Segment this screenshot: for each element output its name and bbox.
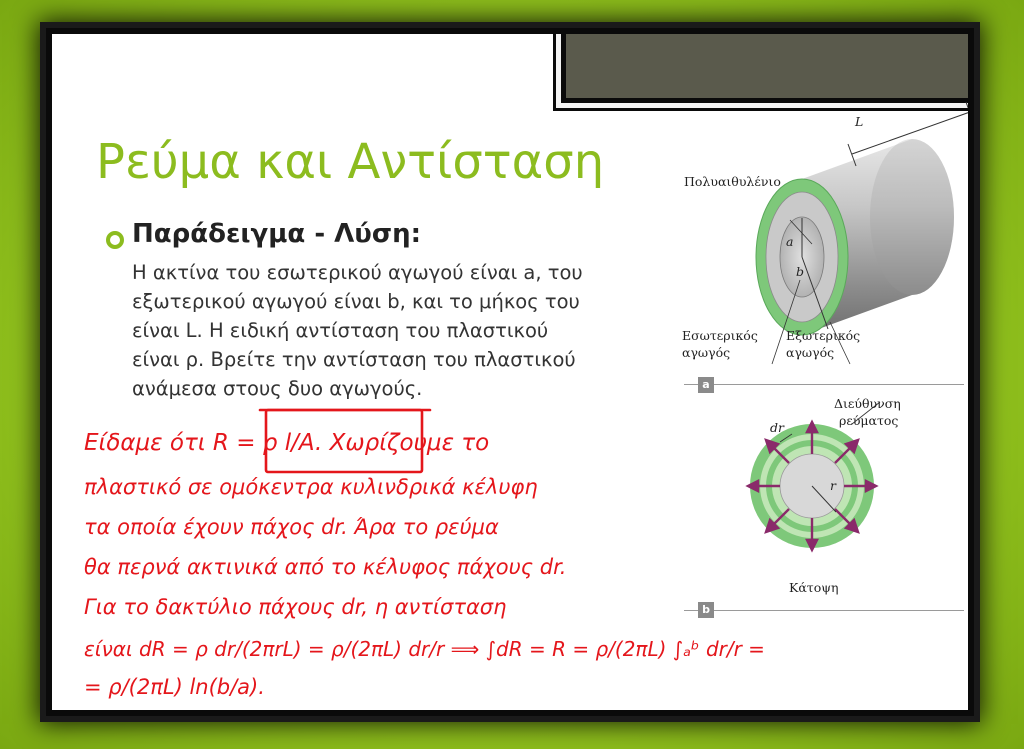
panel-a-tag: a <box>698 377 714 393</box>
polyethylene-label: Πολυαιθυλένιο <box>684 174 781 189</box>
dr-label: dr <box>770 420 784 435</box>
outer-conductor-label-1: Εξωτερικός <box>786 328 861 343</box>
handwriting-line: Είδαμε ότι R = ρ l/A. Χωρίζουμε το <box>84 430 490 456</box>
inner-conductor-label-2: αγωγός <box>682 345 731 360</box>
radius-b-label: b <box>796 264 805 279</box>
length-label: L <box>855 114 864 129</box>
handwriting-line: πλαστικό σε ομόκεντρα κυλινδρικά κέλυφη <box>84 475 538 499</box>
radius-a-label: a <box>786 234 794 249</box>
handwritten-solution <box>52 34 968 710</box>
current-direction-label-1: Διεύθυνση <box>834 396 901 411</box>
top-view-label: Κάτοψη <box>789 580 839 595</box>
body-line: είναι L. Η ειδική αντίσταση του πλαστικού <box>132 319 549 342</box>
body-line: Η ακτίνα του εσωτερικού αγωγού είναι a, του <box>132 261 583 284</box>
body-line: εξωτερικού αγωγού είναι b, και το μήκος του <box>132 290 580 313</box>
outer-conductor-label-2: αγωγός <box>786 345 835 360</box>
slide-title: Ρεύμα και Αντίσταση <box>96 134 605 190</box>
handwriting-line: θα περνά ακτινικά από το κέλυφος πάχους dr. <box>84 555 567 579</box>
body-line: είναι ρ. Βρείτε την αντίσταση του πλαστικού <box>132 348 576 371</box>
current-direction-label-2: ρεύματος <box>839 413 899 428</box>
panel-b-tag: b <box>698 602 714 618</box>
handwriting-line: τα οποία έχουν πάχος dr. Άρα το ρεύμα <box>84 515 499 539</box>
r-label: r <box>830 478 836 493</box>
inner-conductor-label-1: Εσωτερικός <box>682 328 758 343</box>
handwriting-line: Για το δακτύλιο πάχους dr, η αντίσταση <box>84 595 507 619</box>
example-heading: Παράδειγμα - Λύση: <box>132 219 421 249</box>
slide <box>52 34 968 710</box>
body-line: ανάμεσα στους δυο αγωγούς. <box>132 377 423 400</box>
handwriting-line: = ρ/(2πL) ln(b/a). <box>84 675 265 699</box>
handwriting-line: είναι dR = ρ dr/(2πrL) = ρ/(2πL) dr/r ⟹ ∫dR = R = ρ/(2πL) ∫ₐᵇ dr/r = <box>84 637 765 661</box>
